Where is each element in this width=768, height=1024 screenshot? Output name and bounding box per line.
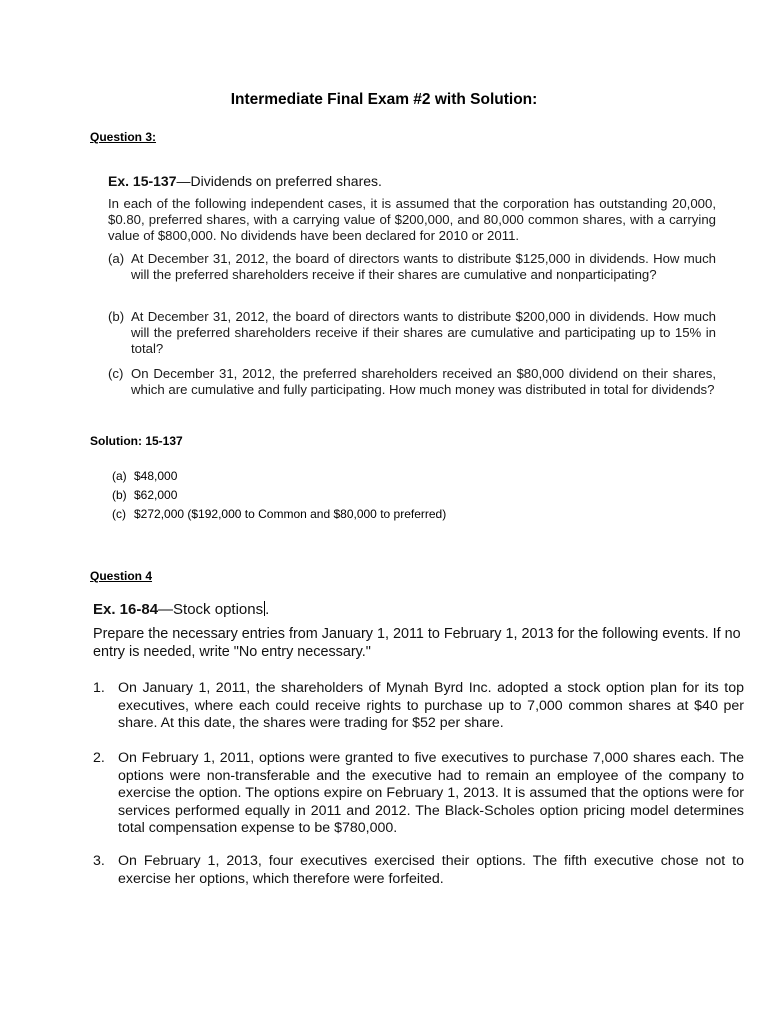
item-text: At December 31, 2012, the board of directors wants to distribute $125,000 in dividends. How much will the preferred shareholders receive if their shares are cumulative and nonparticipating? [131,251,716,282]
document-title: Intermediate Final Exam #2 with Solution: [230,91,538,108]
item-text: On February 1, 2013, four executives exercised their options. The fifth executive chose not to exercise her options, which therefore were forfeited. [118,853,744,887]
solution-list [112,467,446,524]
item-label: (a) [112,469,127,483]
item-label: 3. [93,853,105,869]
solution-item-c [112,505,446,524]
exercise-topic-period: . [265,601,270,618]
q4-intro-paragraph: Prepare the necessary entries from January 1, 2011 to February 1, 2013 for the following events. If no entry is needed, write "No entry necessary." [93,626,741,660]
item-text: At December 31, 2012, the board of directors wants to distribute $200,000 in dividends. How much will the preferred shareholders receive if their shares are cumulative and participating up to 15% in total? [131,309,716,356]
solution-item-a [112,467,446,486]
solution-item-b [112,486,446,505]
item-text: $48,000 [134,469,178,483]
q3-item-a [108,251,716,283]
q3-item-b [108,309,716,357]
exercise-15-137-title [108,173,382,189]
q4-item-1 [93,680,744,733]
item-text: On January 1, 2011, the shareholders of Mynah Byrd Inc. adopted a stock option plan for its top executives, where each could receive rights to purchase up to 7,000 common shares at $40 per share. At this date, the shares were trading for $52 per share. [118,680,744,731]
question-4-heading: Question 4 [90,569,153,583]
q3-intro-paragraph: In each of the following independent cases, it is assumed that the corporation has outstanding 20,000, $0.80, preferred shares, with a carrying value of $200,000, and 80,000 common shares, with a carrying value of $800,000. No dividends have been declared for 2010 or 2011. [108,196,716,243]
q3-item-c [108,366,716,398]
item-label: 2. [93,750,105,766]
solution-heading: Solution: 15-137 [90,434,183,448]
item-label: (c) [112,507,126,521]
item-text: On February 1, 2011, options were granted to five executives to purchase 7,000 shares each. The options were non-transferable and the executive had to remain an employee of the company to exercise the option. The options expire on February 1, 2013. It is assumed that the options were for services performed equally in 2011 and 2012. The Black-Scholes option pricing model determines total compensation expense to be $780,000. [118,750,744,836]
item-text: On December 31, 2012, the preferred shareholders received an $80,000 dividend on their shares, which are cumulative and fully participating. How much money was distributed in total for dividends? [131,366,716,397]
item-label: (c) [108,366,124,381]
exercise-number: Ex. 15-137 [108,173,177,189]
q4-item-3 [93,853,744,888]
exercise-topic: —Dividends on preferred shares. [176,173,382,189]
item-text: $272,000 ($192,000 to Common and $80,000 to preferred) [134,507,447,521]
item-label: (a) [108,251,125,266]
question-3-heading: Question 3: [90,130,157,144]
item-label: (b) [112,488,127,502]
exercise-16-84-title [93,601,269,618]
item-text: $62,000 [134,488,178,502]
item-label: 1. [93,680,105,696]
exercise-topic: —Stock options [158,601,264,618]
item-label: (b) [108,309,125,324]
q4-item-2 [93,750,744,838]
exercise-number: Ex. 16-84 [93,601,159,618]
